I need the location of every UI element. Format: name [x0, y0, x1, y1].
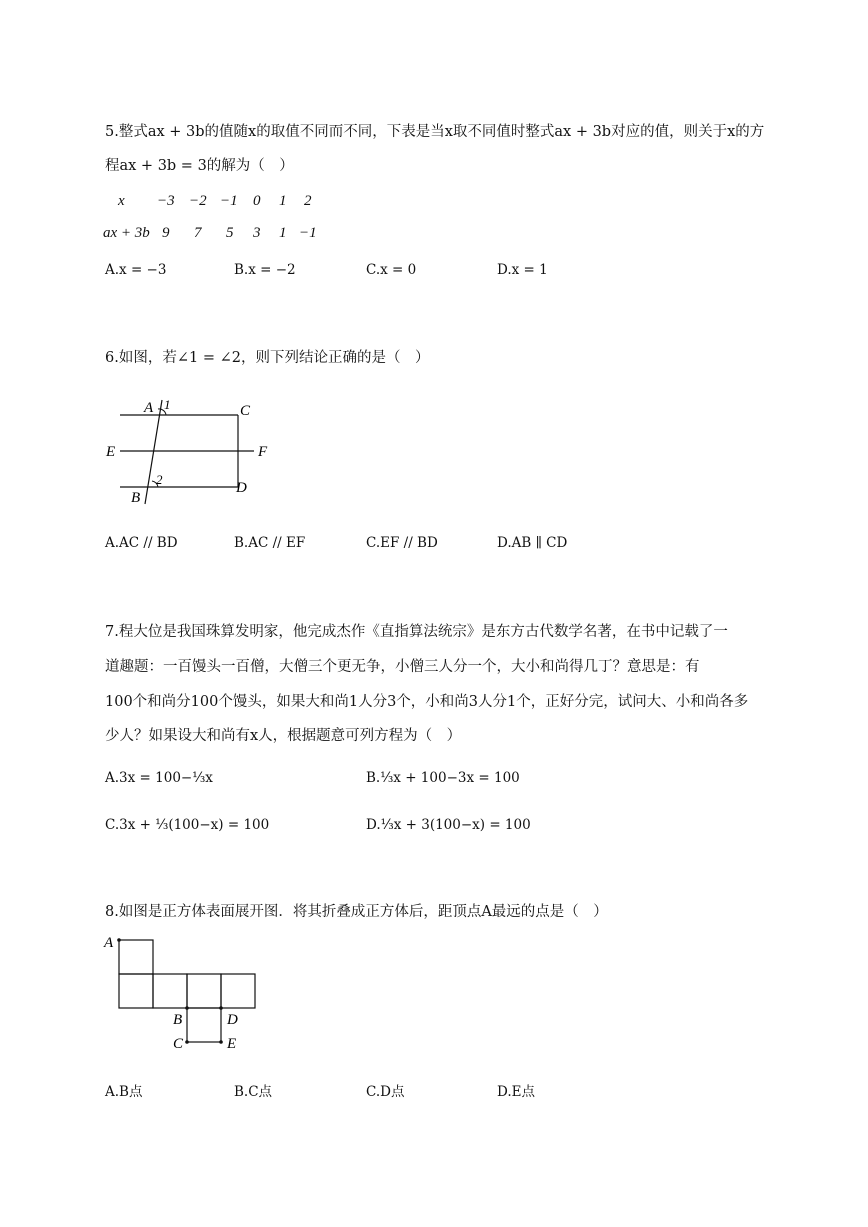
net-square	[187, 974, 221, 1008]
table-cell: 3	[253, 225, 261, 241]
vertex-a	[117, 938, 121, 942]
q6-stem: 6.如图，若∠1 = ∠2，则下列结论正确的是（ ）	[105, 350, 430, 366]
table-cell: 0	[253, 193, 261, 209]
q6-option-c[interactable]: C.EF // BD	[366, 535, 438, 551]
table-cell: −1	[220, 193, 238, 209]
q7-stem-line4: 少人？如果设大和尚有x人，根据题意可列方程为（ ）	[105, 728, 462, 744]
q7-option-a[interactable]: A.3x = 100−⅓x	[105, 770, 213, 786]
q7-option-d[interactable]: D.⅓x + 3(100−x) = 100	[366, 817, 531, 833]
q6-parallel-lines-figure	[100, 392, 290, 512]
table-cell: 7	[194, 225, 202, 241]
q8-option-d[interactable]: D.E点	[497, 1084, 535, 1100]
table-cell: 5	[226, 225, 234, 241]
label-a: A	[104, 935, 114, 951]
vertex-c	[185, 1040, 189, 1044]
q6-option-d[interactable]: D.AB ∥ CD	[497, 535, 568, 551]
label-c: C	[173, 1036, 184, 1052]
table-cell: −3	[157, 193, 175, 209]
label-f: F	[258, 444, 268, 460]
label-a: A	[144, 400, 154, 416]
table-cell: 2	[304, 193, 312, 209]
vertex-d	[219, 1006, 223, 1010]
q5-option-c[interactable]: C.x = 0	[366, 262, 417, 278]
label-e: E	[227, 1036, 237, 1052]
table-cell: 1	[279, 193, 287, 209]
q7-option-b[interactable]: B.⅓x + 100−3x = 100	[366, 770, 520, 786]
q5-stem-line2: 程ax + 3b = 3的解为（ ）	[105, 158, 294, 174]
net-square	[153, 974, 187, 1008]
table-cell: 9	[162, 225, 170, 241]
vertex-e	[219, 1040, 223, 1044]
label-angle-2: 2	[156, 472, 163, 487]
q6-option-a[interactable]: A.AC // BD	[105, 535, 178, 551]
q8-stem: 8.如图是正方体表面展开图．将其折叠成正方体后，距顶点A最远的点是（ ）	[105, 904, 608, 920]
vertex-b	[185, 1006, 189, 1010]
label-d: D	[227, 1012, 238, 1028]
label-b: B	[131, 490, 141, 506]
q5-stem-line1: 5.整式ax + 3b的值随x的取值不同而不同，下表是当x取不同值时整式ax + 3b对应的值，则关于x的方	[105, 124, 765, 140]
net-square	[119, 974, 153, 1008]
table-row1-label: x	[118, 193, 125, 209]
q8-option-c[interactable]: C.D点	[366, 1084, 405, 1100]
table-cell: −2	[189, 193, 207, 209]
q8-cube-net-figure	[100, 930, 270, 1055]
net-square	[119, 940, 153, 974]
table-cell: −1	[299, 225, 317, 241]
label-d: D	[236, 480, 247, 496]
net-square	[221, 974, 255, 1008]
q8-option-a[interactable]: A.B点	[105, 1084, 143, 1100]
label-c: C	[240, 403, 251, 419]
table-cell: 1	[279, 225, 287, 241]
q8-option-b[interactable]: B.C点	[234, 1084, 273, 1100]
table-row2-label: ax + 3b	[103, 225, 150, 241]
q6-option-b[interactable]: B.AC // EF	[234, 535, 306, 551]
q5-option-b[interactable]: B.x = −2	[234, 262, 296, 278]
q7-stem-line3: 100个和尚分100个馒头，如果大和尚1人分3个，小和尚3人分1个，正好分完，试问大、小和尚各多	[105, 694, 749, 710]
q5-option-d[interactable]: D.x = 1	[497, 262, 548, 278]
net-square	[187, 1008, 221, 1042]
q7-option-c[interactable]: C.3x + ⅓(100−x) = 100	[105, 817, 270, 833]
q5-option-a[interactable]: A.x = −3	[105, 262, 167, 278]
label-b: B	[173, 1012, 183, 1028]
q7-stem-line2: 道趣题：一百馒头一百僧，大僧三个更无争，小僧三人分一个，大小和尚得几丁？意思是：有	[105, 659, 700, 675]
label-angle-1: 1	[164, 397, 171, 412]
q7-stem-line1: 7.程大位是我国珠算发明家，他完成杰作《直指算法统宗》是东方古代数学名著，在书中记载了一	[105, 624, 728, 640]
label-e: E	[106, 444, 116, 460]
